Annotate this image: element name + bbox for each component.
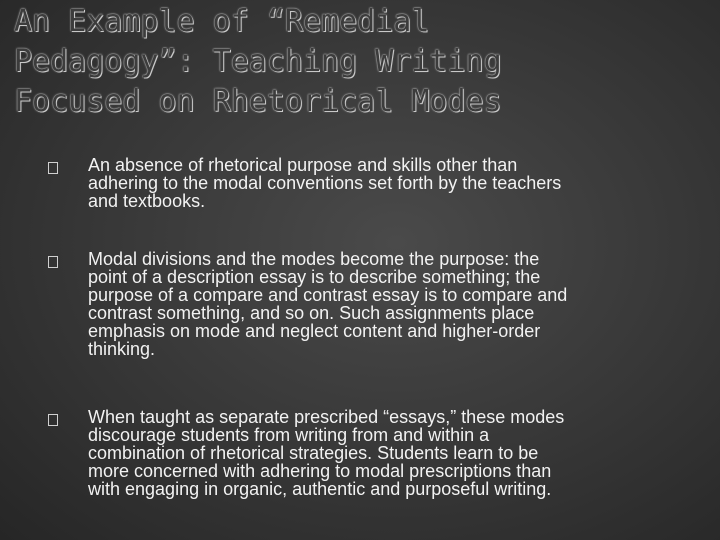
bullet-line: discourage students from writing from and within a [88, 425, 490, 445]
bullet-line: and textbooks. [88, 191, 206, 211]
bullet-line: purpose of a compare and contrast essay is to compare and [88, 285, 568, 305]
slide-title-line: Pedagogy”: Teaching Writing [14, 44, 502, 79]
bullet-text [88, 408, 688, 498]
bullet-line: combination of rhetorical strategies. Students learn to be [88, 443, 539, 463]
bullet-line: An absence of rhetorical purpose and skills other than [88, 155, 518, 175]
slide-title-line: An Example of “Remedial [14, 4, 430, 39]
bullet-line: point of a description essay is to describe something; the [88, 267, 541, 287]
slide-title [14, 2, 594, 122]
bullet-line: more concerned with adhering to modal prescriptions than [88, 461, 552, 481]
bullet-line: thinking. [88, 339, 156, 359]
square-bullet-icon [48, 162, 58, 174]
bullet-line: contrast something, and so on. Such assignments place [88, 303, 535, 323]
square-bullet-icon [48, 414, 58, 426]
bullet-line: Modal divisions and the modes become the purpose: the [88, 249, 540, 269]
bullet-text [88, 250, 688, 358]
bullet-line: emphasis on mode and neglect content and higher-order [88, 321, 541, 341]
bullet-line: with engaging in organic, authentic and purposeful writing. [88, 479, 552, 499]
bullet-text [88, 156, 688, 210]
square-bullet-icon [48, 256, 58, 268]
bullet-line: adhering to the modal conventions set forth by the teachers [88, 173, 562, 193]
slide-title-line: Focused on Rhetorical Modes [14, 84, 502, 119]
bullet-line: When taught as separate prescribed “essays,” these modes [88, 407, 565, 427]
